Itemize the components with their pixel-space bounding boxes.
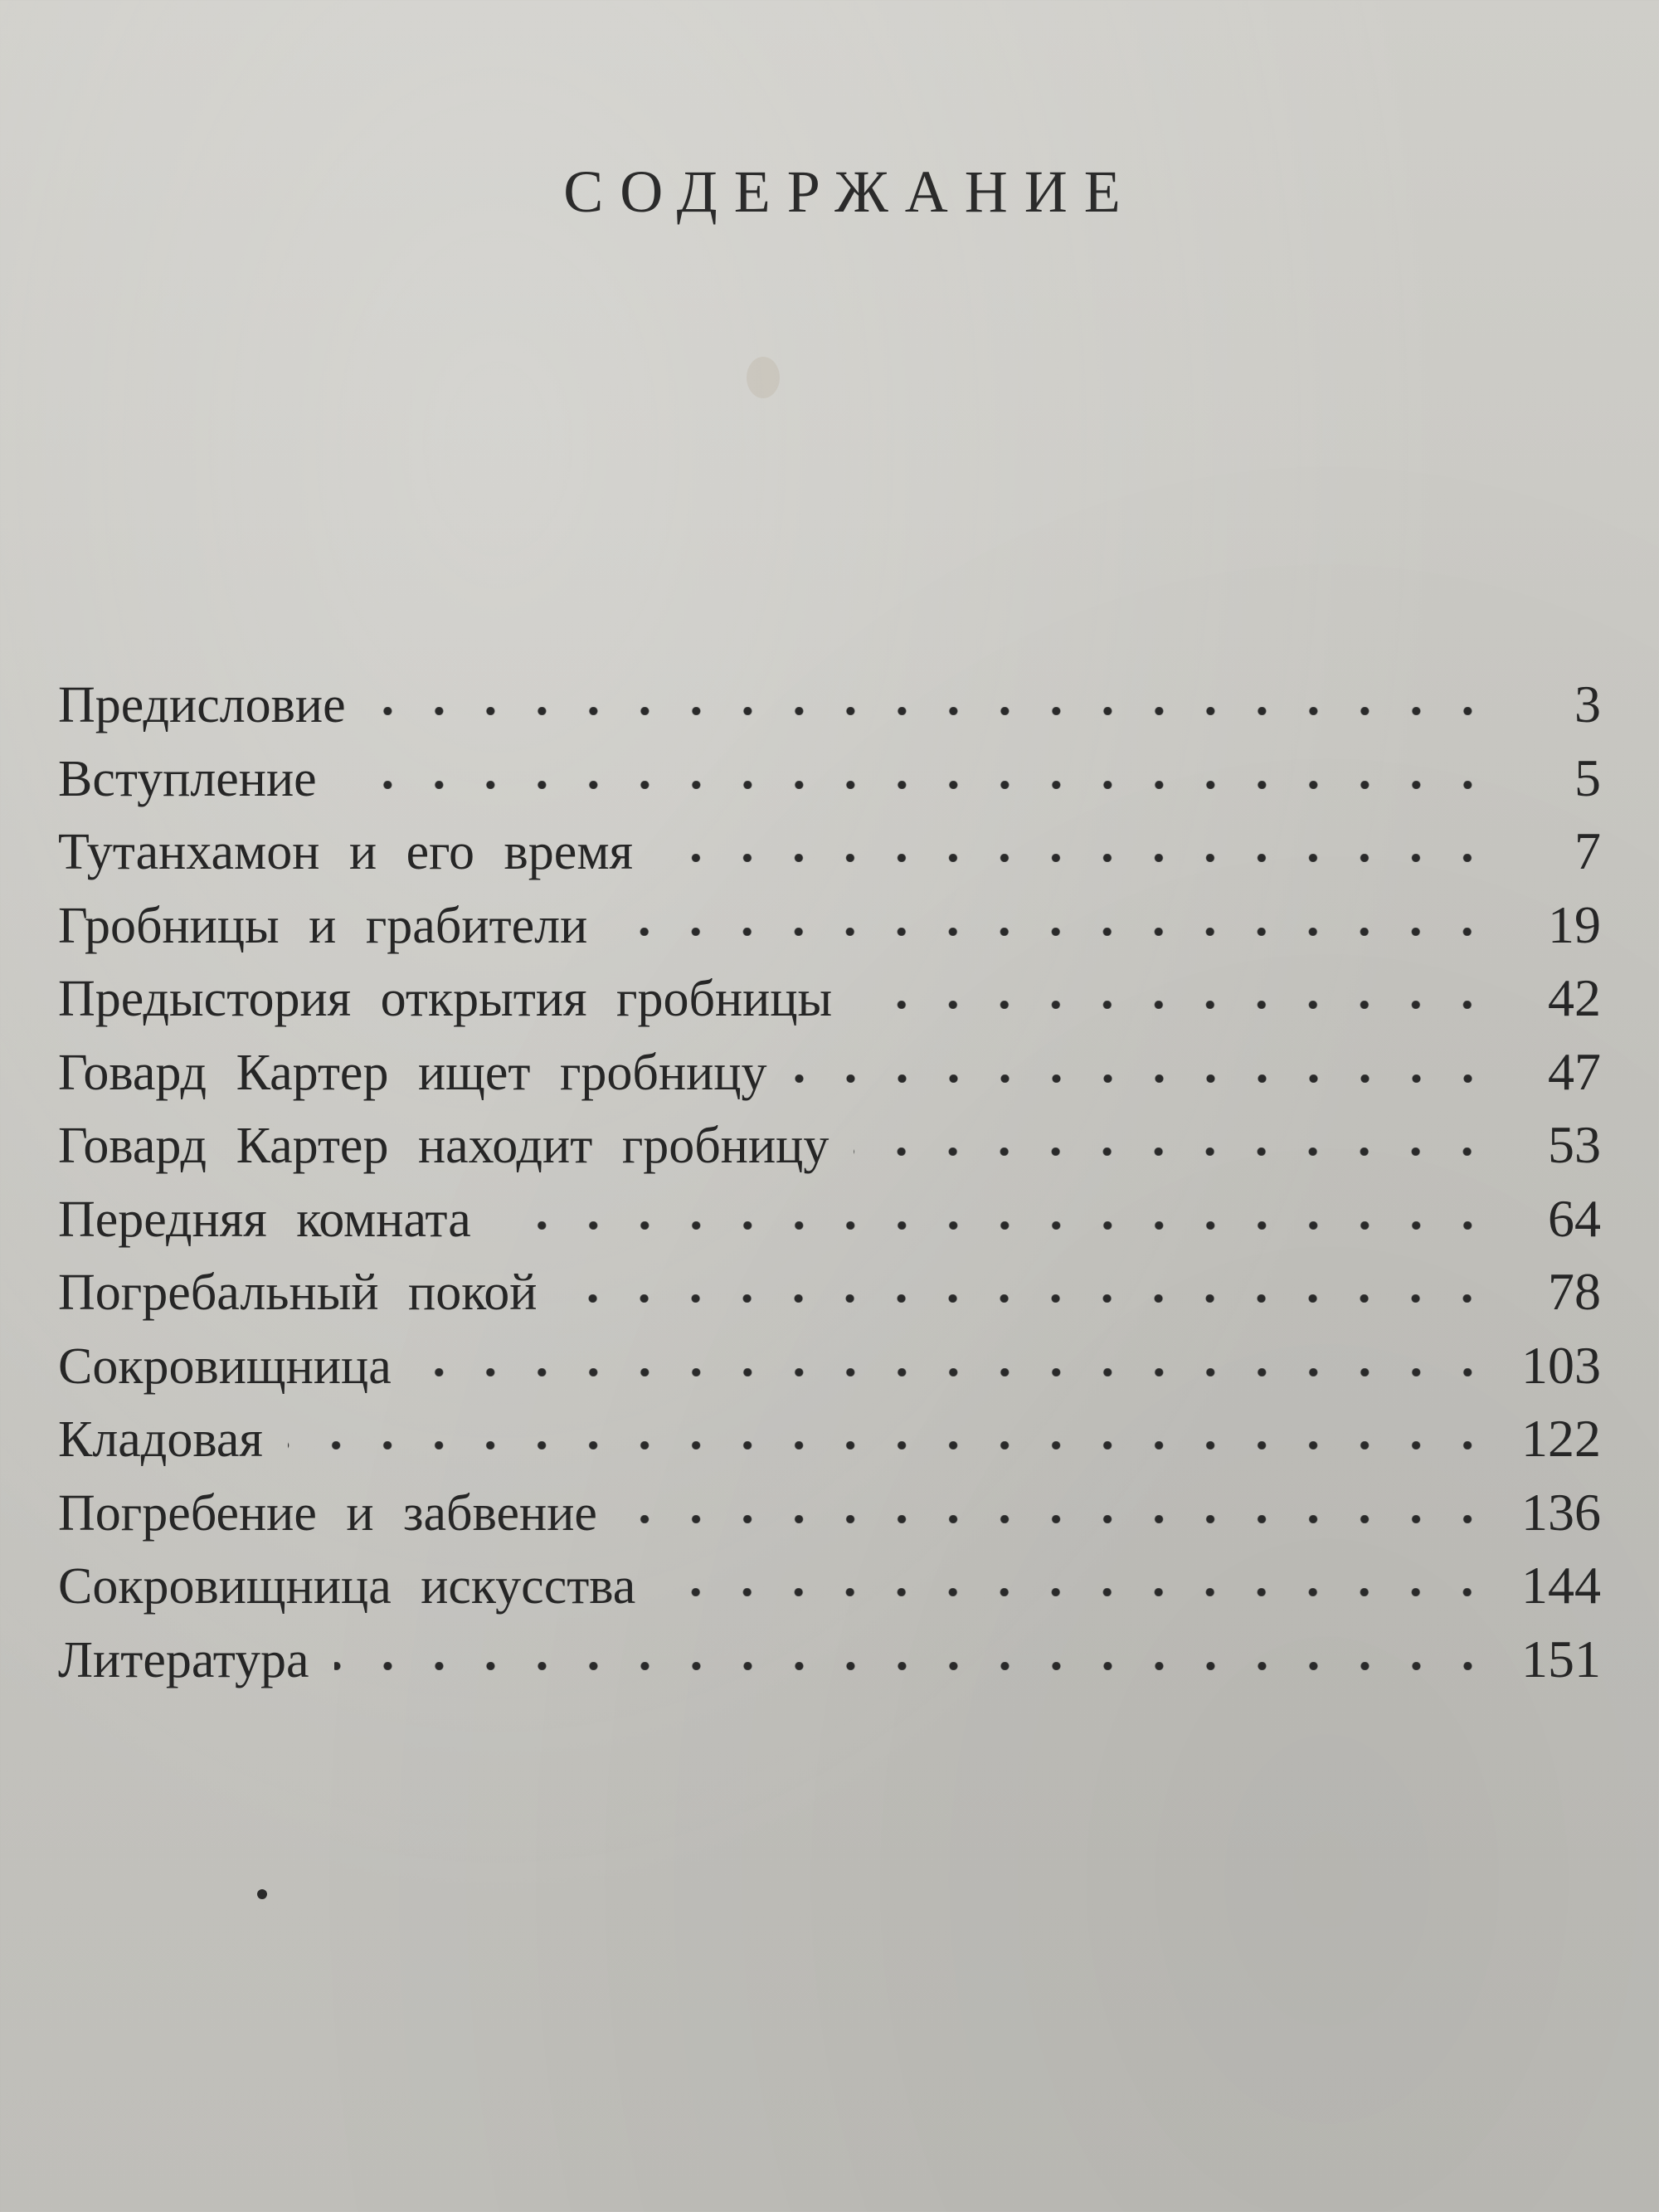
toc-row bbox=[58, 1108, 1601, 1182]
toc-page-number: 42 bbox=[1548, 968, 1601, 1027]
toc-entry-label: Литература bbox=[58, 1631, 309, 1688]
dot-leader bbox=[496, 1221, 1493, 1230]
toc-row bbox=[58, 1182, 1601, 1256]
toc-page-number: 144 bbox=[1521, 1556, 1601, 1615]
dot-leader bbox=[416, 1368, 1493, 1376]
toc-row bbox=[58, 1623, 1601, 1697]
toc-row bbox=[58, 889, 1601, 962]
toc-entry-label: Передняя комната bbox=[58, 1191, 471, 1248]
toc-entry-label: Вступление bbox=[58, 750, 317, 807]
ink-speck bbox=[257, 1889, 267, 1899]
toc-page-number: 78 bbox=[1548, 1262, 1601, 1321]
dot-leader bbox=[334, 1662, 1493, 1670]
paper-stain bbox=[747, 357, 780, 398]
toc-entry-label: Сокровищница bbox=[58, 1337, 392, 1395]
dot-leader bbox=[342, 781, 1493, 789]
toc-row bbox=[58, 1402, 1601, 1476]
toc-row bbox=[58, 962, 1601, 1035]
toc-row bbox=[58, 1476, 1601, 1550]
toc-entry-label: Говард Картер находит гробницу bbox=[58, 1118, 830, 1174]
toc-entry-label: Тутанхамон и его время bbox=[58, 824, 634, 880]
toc-page-number: 103 bbox=[1521, 1335, 1601, 1395]
toc-entry-label: Погребальный покой bbox=[58, 1264, 538, 1321]
toc-row bbox=[58, 1255, 1601, 1329]
toc-entry-label: Погребение и забвение bbox=[58, 1484, 597, 1542]
toc-row bbox=[58, 815, 1601, 889]
toc-page-number: 122 bbox=[1521, 1409, 1601, 1468]
toc-entry-label: Предисловие bbox=[58, 677, 346, 733]
toc-entry-label: Кладовая bbox=[58, 1411, 263, 1468]
dot-leader bbox=[658, 854, 1493, 862]
dot-leader bbox=[288, 1441, 1493, 1449]
toc-entry-label: Говард Картер ищет гробницу bbox=[58, 1044, 767, 1101]
toc-entry-label: Предыстория открытия гробницы bbox=[58, 971, 833, 1027]
toc-page-number: 47 bbox=[1548, 1041, 1601, 1101]
toc-row bbox=[58, 1549, 1601, 1623]
dot-leader bbox=[371, 707, 1493, 715]
toc-page-number: 5 bbox=[1574, 748, 1601, 807]
dot-leader bbox=[660, 1588, 1493, 1596]
toc-entry-label: Гробницы и грабители bbox=[58, 897, 588, 954]
dot-leader bbox=[622, 1515, 1493, 1523]
toc-row bbox=[58, 742, 1601, 816]
toc-entry-label: Сокровищница искусства bbox=[58, 1558, 636, 1615]
toc-page-number: 3 bbox=[1574, 675, 1601, 733]
dot-leader bbox=[612, 928, 1493, 936]
table-of-contents bbox=[58, 668, 1601, 1696]
toc-page-number: 53 bbox=[1548, 1115, 1601, 1174]
toc-row bbox=[58, 1035, 1601, 1109]
toc-page-number: 136 bbox=[1521, 1482, 1601, 1542]
toc-page-number: 151 bbox=[1521, 1629, 1601, 1688]
page-title: СОДЕРЖАНИЕ bbox=[563, 158, 1137, 225]
toc-page-number: 64 bbox=[1548, 1188, 1601, 1248]
toc-page-number: 7 bbox=[1574, 821, 1601, 880]
dot-leader bbox=[562, 1294, 1493, 1303]
toc-page-number: 19 bbox=[1548, 894, 1601, 954]
toc-row bbox=[58, 1329, 1601, 1403]
dot-leader bbox=[857, 1001, 1493, 1009]
dot-leader bbox=[792, 1074, 1494, 1083]
dot-leader bbox=[854, 1147, 1493, 1156]
toc-row bbox=[58, 668, 1601, 742]
